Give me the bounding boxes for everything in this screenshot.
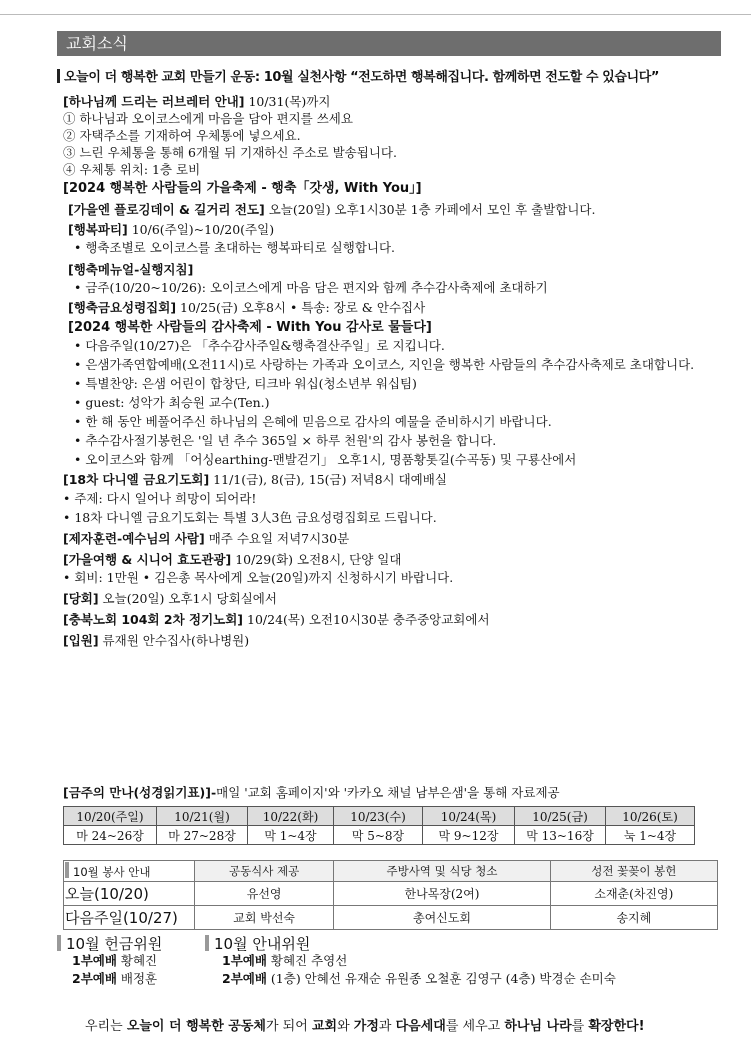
reading-cell: 막 13~16장 xyxy=(515,826,606,845)
daniel-heading: [18차 다니엘 금요기도회] 11/1(금), 8(금), 15(금) 저녁8시 대예배실 xyxy=(63,472,447,487)
offering-heading: 10월 헌금위원 xyxy=(57,933,162,954)
list-item: • 18차 다니엘 금요기도회는 특별 3人3色 금요성령집회로 드립니다. xyxy=(63,510,437,525)
loveletter-heading: [하나님께 드리는 러브레터 안내] 10/31(목)까지 xyxy=(63,94,331,109)
table-cell: 교회 박선숙 xyxy=(195,906,334,930)
top-rule xyxy=(0,14,751,15)
bible-heading: [금주의 만나(성경읽기표)]-매일 '교회 홈페이지'와 '카카오 채널 남부은샘'을 통해 자료제공 xyxy=(63,785,560,800)
meeting-line: [당회] 오늘(20일) 오후1시 당회실에서 xyxy=(63,591,277,606)
service-label: 10월 봉사 안내 xyxy=(64,861,195,882)
list-item: ④ 우체통 위치: 1층 로비 xyxy=(63,162,201,177)
reading-cell: 마 24~26장 xyxy=(64,826,157,845)
table-cell: 총여신도회 xyxy=(334,906,550,930)
reading-cell: 막 5~8장 xyxy=(334,826,423,845)
section-header xyxy=(57,31,721,56)
list-item: ① 하나님과 오이코스에게 마음을 담아 편지를 쓰세요 xyxy=(63,111,353,126)
bible-reading-table xyxy=(63,806,695,845)
reading-cell: 막 9~12장 xyxy=(423,826,515,845)
presbytery-line: [충북노회 104회 2차 정기노회] 10/24(목) 오전10시30분 충주중앙교회에서 xyxy=(63,612,490,627)
list-item: • 은샘가족연합예배(오전11시)로 사랑하는 가족과 오이코스, 지인을 행복한 사람들의 추수감사축제로 초대합니다. xyxy=(74,357,695,372)
reading-cell: 막 1~4장 xyxy=(248,826,334,845)
menu-line: [행축메뉴얼-실행지침] xyxy=(68,262,194,277)
usher-heading: 10월 안내위원 xyxy=(205,933,310,954)
list-item: • 주제: 다시 일어나 희망이 되어라! xyxy=(63,491,257,506)
table-cell: 송지혜 xyxy=(550,906,717,930)
table-cell: 한나목장(2여) xyxy=(334,882,550,906)
title-bar xyxy=(57,69,60,83)
list-item: 2부예배 배정훈 xyxy=(72,971,158,986)
reading-cell: 마 27~28장 xyxy=(157,826,248,845)
list-item: • 회비: 1만원 • 김은총 목사에게 오늘(20일)까지 신청하시기 바랍니다. xyxy=(63,570,454,585)
disciple-line: [제자훈련-예수님의 사람] 매주 수요일 저녁7시30분 xyxy=(63,531,350,546)
thanks-heading: [2024 행복한 사람들의 감사축제 - With You 감사로 물들다] xyxy=(68,320,432,335)
list-item: • 추수감사절기봉헌은 '일 년 추수 365일 × 하루 천원'의 감사 봉헌을 합니다. xyxy=(74,433,497,448)
list-item: • 금주(10/20~10/26): 오이코스에게 마음 담은 편지와 함께 추수감사축제에 초대하기 xyxy=(74,280,548,295)
day-cell: 오늘(10/20) xyxy=(64,882,195,906)
reading-cell: 눅 1~4장 xyxy=(606,826,695,845)
day-cell: 10/21(월) xyxy=(157,807,248,826)
festival-heading: [2024 행복한 사람들의 가을축제 - 행축「갓생, With You」] xyxy=(63,181,422,196)
party-line: [행복파티] 10/6(주일)~10/20(주일) xyxy=(68,222,275,237)
day-cell: 10/26(토) xyxy=(606,807,695,826)
section-title: 교회소식 xyxy=(66,34,128,53)
table-cell: 소재춘(차진영) xyxy=(550,882,717,906)
service-table xyxy=(63,860,718,930)
main-title: 오늘이 더 행복한 교회 만들기 운동: 10월 실천사항 “전도하면 행복해집니다. 함께하면 전도할 수 있습니다” xyxy=(57,66,659,85)
list-item: • 특별찬양: 은샘 어린이 합창단, 티크바 워십(청소년부 워십팀) xyxy=(74,376,417,391)
day-cell: 다음주일(10/27) xyxy=(64,906,195,930)
day-cell: 10/25(금) xyxy=(515,807,606,826)
header-cell: 성전 꽃꽂이 봉헌 xyxy=(550,861,717,882)
hospital-line: [입원] 류재원 안수집사(하나병원) xyxy=(63,633,250,648)
header-cell: 공동식사 제공 xyxy=(195,861,334,882)
list-item: ③ 느린 우체통을 통해 6개월 뒤 기재하신 주소로 발송됩니다. xyxy=(63,145,397,160)
list-item: • 행축조별로 오이코스를 초대하는 행복파티로 실행합니다. xyxy=(74,240,396,255)
table-cell: 유선영 xyxy=(195,882,334,906)
list-item: 1부예배 황혜진 추영선 xyxy=(222,953,348,968)
day-cell: 10/22(화) xyxy=(248,807,334,826)
trip-line: [가을여행 & 시니어 효도관광] 10/29(화) 오전8시, 단양 일대 xyxy=(63,552,402,567)
list-item: • 오이코스와 함께 「어싱earthing-맨발걷기」 오후1시, 명품황톳길(수곡동) 및 구룡산에서 xyxy=(74,452,577,467)
footer-motto: 우리는 오늘이 더 행복한 공동체가 되어 교회와 가정과 다음세대를 세우고 하나님 나라를 확장한다! xyxy=(85,1019,645,1034)
list-item: • 한 해 동안 베풀어주신 하나님의 은혜에 믿음으로 감사의 예물을 준비하시기 바랍니다. xyxy=(74,414,552,429)
day-cell: 10/20(주일) xyxy=(64,807,157,826)
list-item: • 다음주일(10/27)은 「추수감사주일&행축결산주일」로 지킵니다. xyxy=(74,338,445,353)
header-cell: 주방사역 및 식당 청소 xyxy=(334,861,550,882)
day-cell: 10/24(목) xyxy=(423,807,515,826)
fast-line: [행축금요성령집회] 10/25(금) 오후8시 • 특송: 장로 & 안수집사 xyxy=(68,300,426,315)
list-item: 1부예배 황혜진 xyxy=(72,953,158,968)
day-cell: 10/23(수) xyxy=(334,807,423,826)
list-item: 2부예배 (1층) 안혜선 유재순 유원종 오철훈 김영구 (4층) 박경순 손미숙 xyxy=(222,971,616,986)
list-item: ② 자택주소를 기재하여 우체통에 넣으세요. xyxy=(63,128,301,143)
list-item: • guest: 성악가 최승원 교수(Ten.) xyxy=(74,395,270,410)
plogging-line: [가을엔 플로깅데이 & 길거리 전도] 오늘(20일) 오후1시30분 1층 카페에서 모인 후 출발합니다. xyxy=(68,202,596,217)
